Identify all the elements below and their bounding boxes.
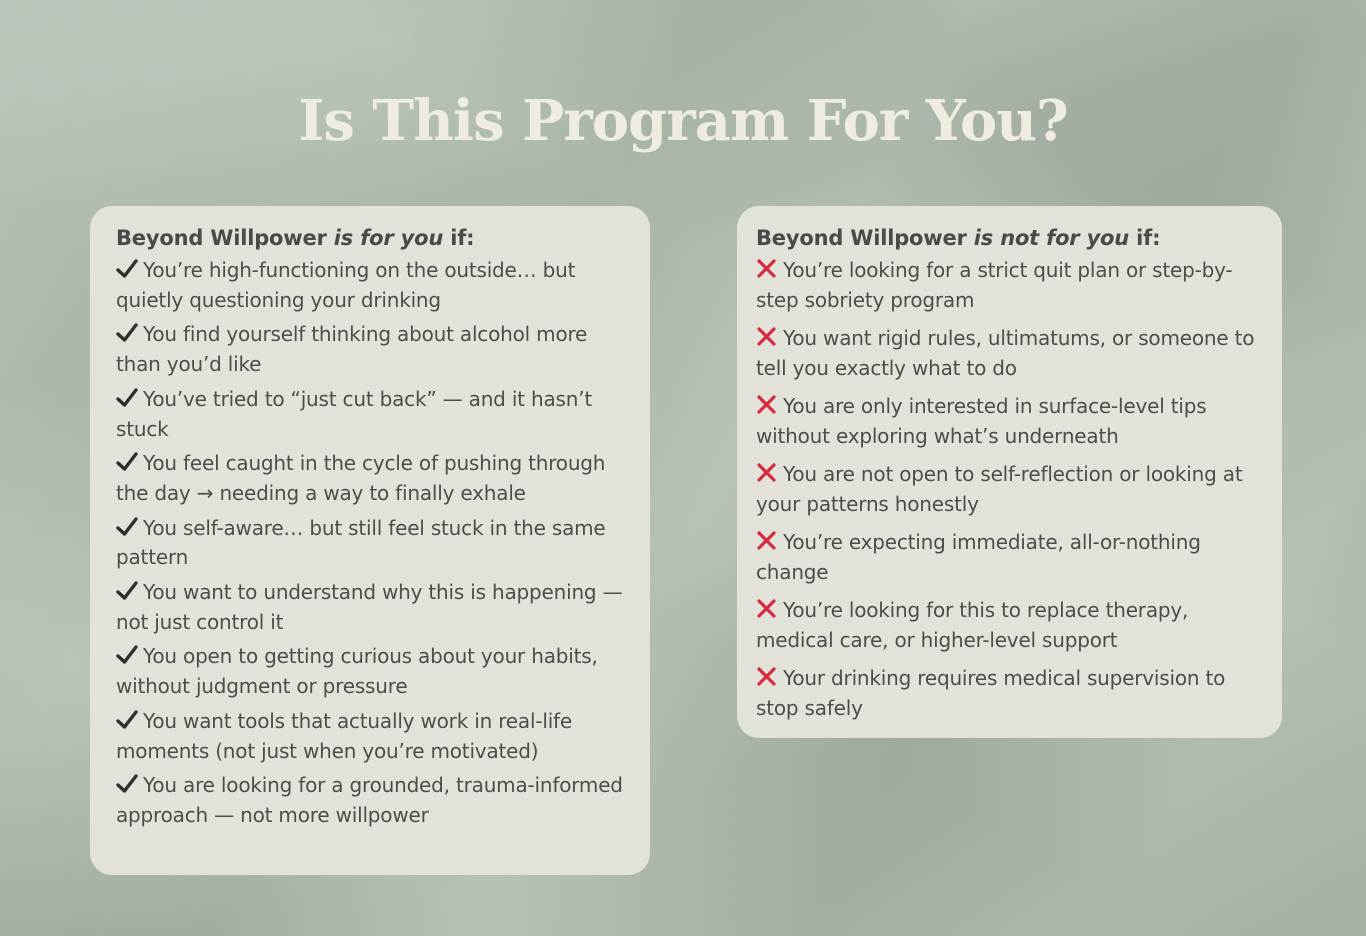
x-icon xyxy=(756,666,777,687)
list-item xyxy=(756,664,1262,723)
list-item xyxy=(756,324,1262,383)
list-item xyxy=(116,320,626,379)
list-item xyxy=(756,460,1262,519)
list-item-text: Your drinking requires medical supervision to stop safely xyxy=(756,666,1226,720)
check-icon xyxy=(116,388,138,408)
list-item-text: You’re high-functioning on the outside… but quietly questioning your drinking xyxy=(116,258,576,312)
list-item-text: You are looking for a grounded, trauma-informed approach — not more willpower xyxy=(116,773,623,827)
list-item-text: You’ve tried to “just cut back” — and it hasn’t stuck xyxy=(116,386,592,441)
is-not-for-you-list xyxy=(756,256,1262,723)
is-for-you-heading xyxy=(116,223,626,253)
list-item-text: You want rigid rules, ultimatums, or someone to tell you exactly what to do xyxy=(756,326,1255,380)
list-item xyxy=(116,642,626,701)
heading-suffix: if: xyxy=(1129,226,1161,250)
list-item-text: You want tools that actually work in real-life moments (not just when you’re motivated) xyxy=(116,708,572,763)
x-icon xyxy=(756,598,777,619)
list-item-text: You feel caught in the cycle of pushing through the day → needing a way to finally exhale xyxy=(116,451,606,505)
list-item-text: You are not open to self-reflection or looking at your patterns honestly xyxy=(756,462,1243,516)
x-icon xyxy=(756,258,777,279)
list-item xyxy=(756,392,1262,451)
check-icon xyxy=(116,517,138,537)
list-item xyxy=(116,771,626,830)
x-icon xyxy=(756,394,777,415)
is-not-for-you-card xyxy=(737,206,1282,738)
check-icon xyxy=(116,452,138,472)
check-icon xyxy=(116,710,138,730)
is-for-you-card xyxy=(90,206,650,875)
check-icon xyxy=(116,323,138,343)
list-item-text: You’re looking for this to replace therapy, medical care, or higher-level support xyxy=(756,598,1189,652)
list-item-text: You find yourself thinking about alcohol more than you’d like xyxy=(116,322,588,377)
list-item-text: You’re looking for a strict quit plan or step-by-step sobriety program xyxy=(756,258,1233,312)
list-item-text: You are only interested in surface-level tips without exploring what’s underneath xyxy=(756,394,1207,448)
list-item xyxy=(116,578,626,637)
list-item-text: You’re expecting immediate, all-or-nothing change xyxy=(756,530,1201,584)
x-icon xyxy=(756,530,777,551)
x-icon xyxy=(756,462,777,483)
is-not-for-you-heading xyxy=(756,223,1262,253)
heading-emphasis: is for you xyxy=(333,226,444,250)
list-item xyxy=(756,256,1262,315)
list-item xyxy=(116,514,626,573)
check-icon xyxy=(116,259,138,279)
list-item xyxy=(756,596,1262,655)
list-item xyxy=(116,385,626,444)
list-item-text: You open to getting curious about your habits, without judgment or pressure xyxy=(116,644,598,699)
list-item xyxy=(116,256,626,315)
list-item xyxy=(116,707,626,766)
check-icon xyxy=(116,774,138,794)
page-title: Is This Program For You? xyxy=(298,88,1068,154)
heading-suffix: if: xyxy=(443,226,475,250)
heading-emphasis: is not for you xyxy=(973,226,1130,250)
x-icon xyxy=(756,326,777,347)
is-for-you-list xyxy=(116,256,626,831)
list-item-text: You want to understand why this is happening — not just control it xyxy=(116,580,623,634)
list-item xyxy=(116,449,626,508)
heading-prefix: Beyond Willpower xyxy=(116,226,334,250)
list-item xyxy=(756,528,1262,587)
heading-prefix: Beyond Willpower xyxy=(756,226,974,250)
list-item-text: You self-aware… but still feel stuck in the same pattern xyxy=(116,515,606,570)
check-icon xyxy=(116,645,138,665)
check-icon xyxy=(116,581,138,601)
